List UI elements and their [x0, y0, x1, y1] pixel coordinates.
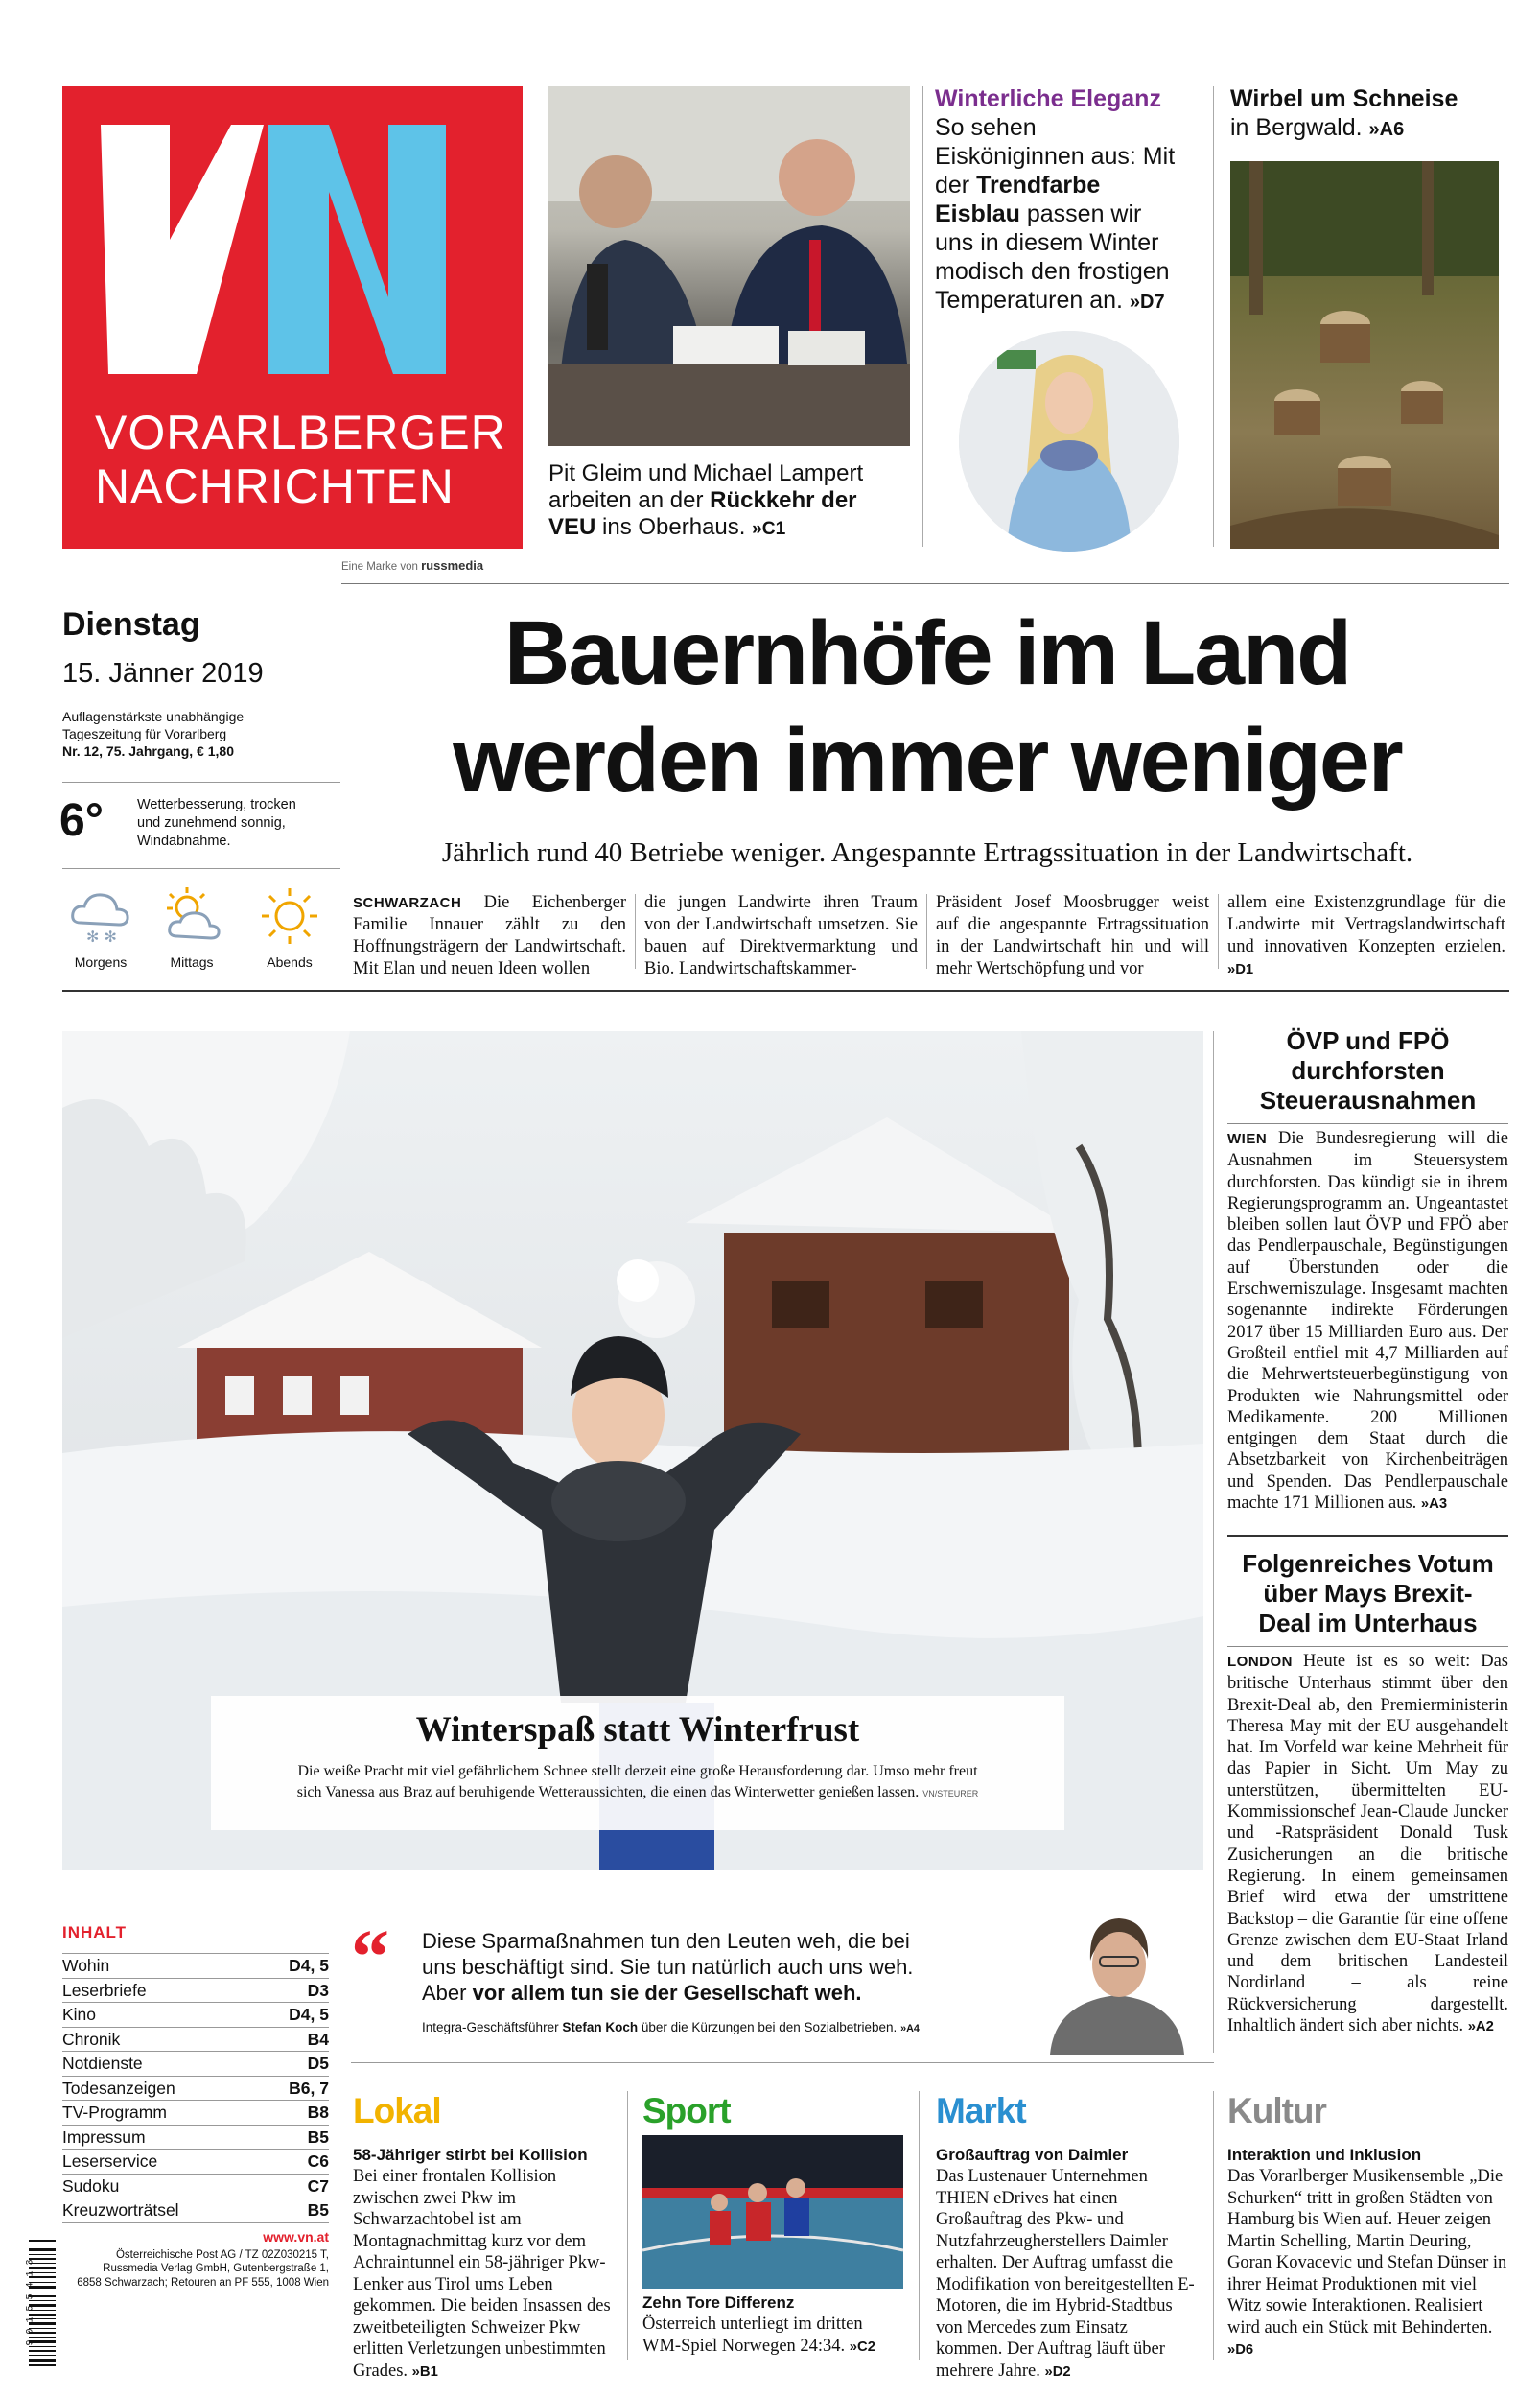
toc-page: C7 [307, 2175, 329, 2196]
rule [351, 2062, 1214, 2063]
sun-cloud-icon [158, 882, 225, 950]
ref-link[interactable]: »D1 [1227, 962, 1254, 977]
brand-prefix: Eine Marke von [341, 561, 418, 573]
side-story-1-text [1227, 1123, 1508, 1515]
toc-label: Kino [62, 2005, 97, 2024]
side-story-2-text [1227, 1646, 1508, 2037]
fashion-text-post: passen wir uns in diesem Winter modisch den frostigen Temperaturen an. [935, 200, 1170, 314]
table-of-contents [62, 1923, 329, 2223]
toc-label: Sudoku [62, 2175, 120, 2196]
portrait-photo [1040, 1901, 1194, 2055]
lead-headline[interactable] [345, 600, 1509, 814]
section-sport-label: Sport [642, 2091, 731, 2130]
side-story-1-dateline: WIEN [1227, 1131, 1268, 1147]
toc-page: D4, 5 [289, 2005, 329, 2024]
quote-block [422, 1928, 1036, 2006]
issue-number: Nr. 12, 75. Jahrgang, € 1,80 [62, 743, 234, 759]
weather-evening [251, 882, 328, 970]
toc-row[interactable] [62, 2198, 329, 2223]
side-story-1[interactable] [1227, 1026, 1508, 1515]
lead-column-3: Präsident Josef Moosbrugger weist auf die angespannte Ertragssituation in der Landwirtschaft hin und will mehr Wertschöpfung und vor [936, 893, 1209, 978]
divider [1213, 1031, 1214, 2053]
weather-label: Abends [267, 954, 313, 970]
tagline-1: Auflagenstärkste unabhängige [62, 709, 245, 724]
lead-column-4 [1227, 892, 1505, 981]
toc-label: Notdienste [62, 2054, 143, 2073]
toc-page: B4 [307, 2029, 329, 2049]
photo-caption-box [211, 1696, 1064, 1830]
section-lokal-label: Lokal [353, 2091, 441, 2130]
lead-column-4-text: allem eine Existenzgrundlage für die Landwirte mit Vertragslandwirtschaft und innovativen Konzepten erzielen. [1227, 893, 1505, 956]
barcode-number: 9 0 1 5 5 4 1 3 [25, 2259, 36, 2346]
toc-page: D3 [307, 1980, 329, 2000]
weather-forecast [137, 796, 296, 851]
vn-photo-caption [548, 460, 910, 543]
tagline-2: Tageszeitung für Vorarlberg [62, 726, 227, 741]
caption-post: ins Oberhaus. [595, 514, 746, 540]
lead-headline-line-2: werden immer weniger [453, 710, 1402, 811]
toc-row[interactable] [62, 2052, 329, 2077]
section-markt-body: Das Lustenauer Unternehmen THIEN eDrives hat einen Großauftrag des Pkw- und Nutzfahrzeugherstellers Daimler erhalten. Der Auftrag umfasst die Modifikation von bereitgestellten E-Motoren, die im Hybrid-Stadtbus von Mercedes zum Einsatz kommen. Der Auftrag läuft über mehrere Jahre. [936, 2167, 1195, 2381]
quote-attribution [422, 2020, 1036, 2034]
toc-page: B8 [307, 2103, 329, 2122]
issue-date: 15. Jänner 2019 [62, 658, 264, 689]
temperature: 6° [59, 795, 104, 846]
toc-label: Leserservice [62, 2151, 158, 2171]
quote-line-2: uns beschäftigt sind. Sie tun natürlich auch uns weh. [422, 1955, 914, 1979]
forecast-line-3: Windabnahme. [137, 834, 231, 849]
rule [341, 583, 1509, 584]
weather-label: Morgens [74, 954, 128, 970]
sun-icon [256, 882, 323, 950]
weather-label: Mittags [170, 954, 214, 970]
forest-text: in Bergwald. [1230, 114, 1363, 141]
fashion-text [935, 113, 1184, 317]
quote-line-3-bold: vor allem tun sie der Gesellschaft weh. [472, 1981, 862, 2005]
caption-pre: Pit Gleim und Michael Lampert arbeiten an der [548, 460, 864, 513]
forecast-line-1: Wetterbesserung, trocken [137, 797, 296, 812]
tagline [62, 708, 244, 760]
side-story-2[interactable] [1227, 1549, 1508, 2037]
ref-link[interactable]: »A3 [1420, 1496, 1448, 1513]
forest-clearing-photo [1230, 161, 1499, 549]
section-markt-text [936, 2166, 1197, 2383]
ref-link[interactable]: »B1 [411, 2363, 438, 2380]
caption-bold: Rückkehr der VEU [548, 487, 857, 540]
divider [1213, 86, 1214, 547]
lead-subhead: Jährlich rund 40 Betriebe weniger. Angespannte Ertragssituation in der Landwirtschaft. [441, 837, 1413, 868]
toc-row[interactable] [62, 2175, 329, 2199]
section-markt-title: Großauftrag von Daimler [936, 2146, 1129, 2164]
toc-row[interactable] [62, 2101, 329, 2126]
quote-marks-icon: “ [351, 1916, 389, 2000]
forecast-line-2: und zunehmend sonnig, [137, 815, 286, 831]
caption-line-1: Die weiße Pracht mit viel gefährlichem Schnee stellt derzeit eine große Herausforderung dar. Umso mehr freut [297, 1763, 978, 1779]
divider [1213, 2091, 1214, 2360]
handball-photo [642, 2135, 903, 2289]
fashion-text-pre: So sehen Eisköniginnen aus: Mit der [935, 114, 1176, 199]
lead-headline-line-1: Bauernhöfe im Land [503, 602, 1351, 704]
ref-link[interactable]: »A4 [900, 2023, 920, 2034]
side-story-2-dateline: LONDON [1227, 1654, 1293, 1670]
masthead-logo[interactable] [62, 86, 523, 549]
rule [62, 782, 340, 783]
section-kultur-label: Kultur [1227, 2091, 1326, 2130]
weather-morning [62, 882, 139, 970]
toc-label: Kreuzworträtsel [62, 2200, 179, 2220]
forest-title: Wirbel um Schneise [1230, 85, 1458, 112]
divider [1218, 894, 1219, 969]
toc-page: D4, 5 [289, 1956, 329, 1975]
side-story-1-title: ÖVP und FPÖ durchforsten Steuerausnahmen [1259, 1026, 1477, 1115]
divider [919, 2091, 920, 2360]
side-story-2-body: Heute ist es so weit: Das britische Unterhaus stimmt über den Brexit-Deal ab, den Premierministerin Theresa May mit der EU ausgehandelt hat. Im Vorfeld war keine Mehrheit für das Papier in Sicht. Um May zu unterstützen, übermittelten EU-Kommissionschef Jean-Claude Juncker und -Ratspräsident Donald Tusk Zusicherungen an die britische Regierung. In einem gemeinsamen Brief wird etwa der umstrittene Backstop – die Garantie für eine offene Grenze zwischen dem EU-Staat Irland und dem britischen Landesteil Nordirland – als reine Rückversicherung dargestellt. Inhaltlich ändert sich aber nichts. [1227, 1652, 1508, 2036]
ref-link[interactable]: »D7 [1129, 292, 1165, 313]
fashion-text-bold: Trendfarbe Eisblau [935, 172, 1101, 227]
section-kultur[interactable] [1227, 2091, 1508, 2362]
imprint-line-3: 6858 Schwarzach; Retouren an PF 555, 1008 Wien [77, 2276, 329, 2289]
caption-line-2 [211, 1782, 1064, 1804]
caption-line-2-text: sich Vanessa aus Braz auf beruhigende Wetteraussichten, die einen das Winterwetter genießen lassen. [296, 1784, 920, 1800]
weather-noon [153, 882, 230, 970]
lead-column-1 [353, 892, 626, 980]
section-lokal[interactable] [353, 2091, 612, 2383]
divider [926, 894, 927, 969]
toc-row[interactable] [62, 2003, 329, 2028]
toc-page: C6 [307, 2151, 329, 2171]
rule [1227, 1535, 1508, 1537]
imprint-line-1: Österreichische Post AG / TZ 02Z030215 T, [115, 2248, 329, 2261]
quote-line-1: Diese Sparmaßnahmen tun den Leuten weh, die bei [422, 1929, 910, 1953]
toc-row[interactable] [62, 2028, 329, 2053]
side-story-1-body: Die Bundesregierung will die Ausnahmen im Steuersystem durchforsten. Das kündigt sie in ihrem Regierungsprogramm an. Ungeantastet bleiben sollen laut ÖVP und FPÖ aber das Pendlerpauschale, Begünstigungen auf Überstunden oder die Erschwerniszulage. Insgesamt machten sogenannte indirekte Förderungen 2017 über 15 Milliarden Euro aus. Der Großteil entfiel mit 4,7 Milliarden auf die Mehrwertsteuerbegünstigung von Produkten wie Nahrungsmittel oder Medikamente. 200 Millionen entgingen dem Staat durch die Absetzbarkeit von Kirchenbeiträgen und Spenden. Das Pendlerpauschale machte 171 Millionen aus. [1227, 1129, 1508, 1514]
website-link[interactable]: www.vn.at [263, 2229, 329, 2245]
lead-column-1-text: Die Eichenberger Familie Innauer zählt zu den Hoffnungsträgern der Landwirtschaft. Mit Elan und neuen Ideen wollen [353, 893, 626, 978]
brand-name: russmedia [421, 558, 484, 573]
toc-row[interactable] [62, 1954, 329, 1979]
quote-line-3 [422, 1980, 1036, 2006]
toc-list [62, 1954, 329, 2223]
toc-row[interactable] [62, 1979, 329, 2004]
quote-line-3-pre: Aber [422, 1981, 473, 2005]
toc-row[interactable] [62, 2150, 329, 2175]
side-story-2-title: Folgenreiches Votum über Mays Brexit-Deal im Unterhaus [1242, 1549, 1494, 1637]
divider [922, 86, 923, 547]
ref-link[interactable]: »A6 [1368, 119, 1405, 140]
imprint-line-2: Russmedia Verlag GmbH, Gutenbergstraße 1, [103, 2263, 329, 2274]
toc-label: Impressum [62, 2127, 146, 2147]
section-sport-title: Zehn Tore Differenz [642, 2293, 795, 2312]
masthead-title-line2: NACHRICHTEN [95, 459, 455, 513]
svg-text:✻ ✻: ✻ ✻ [86, 928, 117, 946]
ref-link[interactable]: »D6 [1227, 2342, 1254, 2358]
attribution-post: über die Kürzungen bei den Sozialbetrieben. [638, 2020, 898, 2034]
toc-page: D5 [307, 2054, 329, 2073]
attribution-name: Stefan Koch [562, 2020, 639, 2034]
section-markt[interactable] [936, 2091, 1197, 2383]
section-markt-label: Markt [936, 2091, 1026, 2130]
section-kultur-body: Das Vorarlberger Musikensemble „Die Schurken“ tritt in großen Städten von Hamburg bis Wien auf. Heuer zeigen Martin Schelling, Martin Deuring, Goran Kovacevic und Stefan Dünser in ihrer Heimat Produktionen mit viel Witz sowie Interaktionen. Realisiert wird auch ein Stück mit Behinderten. [1227, 2167, 1507, 2338]
toc-page: B5 [307, 2200, 329, 2220]
rule [62, 990, 1509, 992]
photo-caption-title: Winterspaß statt Winterfrust [415, 1710, 860, 1750]
photo-caption-text [211, 1761, 1064, 1804]
divider [627, 2091, 628, 2360]
toc-page: B5 [307, 2127, 329, 2147]
snow-cloud-icon [67, 882, 134, 950]
ref-link[interactable]: »A2 [1467, 2019, 1494, 2035]
press-conference-photo[interactable] [548, 86, 910, 446]
masthead-title-line1: VORARLBERGER [95, 406, 506, 459]
section-sport-text [642, 2314, 903, 2358]
lead-dateline: SCHWARZACH [353, 895, 462, 911]
ref-link[interactable]: »C1 [752, 519, 786, 539]
section-kultur-text [1227, 2166, 1508, 2362]
rule [62, 868, 340, 869]
toc-row[interactable] [62, 2126, 329, 2151]
weekday: Dienstag [62, 606, 200, 643]
section-lokal-body: Bei einer frontalen Kollision zwischen zwei Pkw im Schwarzachtobel ist am Montagnachmittag kurz vor dem Achraintunnel ein 58-jähriger Pkw-Lenker aus Tirol ums Leben gekommen. Die beiden Insassen des zweitbeteiligten Schweizer Pkw erlitten Verletzungen unbestimmten Grades. [353, 2167, 611, 2381]
fashion-teaser[interactable] [935, 84, 1184, 317]
barcode [19, 2240, 56, 2369]
section-sport-body: Österreich unterliegt im dritten WM-Spiel Norwegen 24:34. [642, 2315, 863, 2356]
toc-label: Wohin [62, 1956, 110, 1975]
imprint [62, 2230, 329, 2290]
divider [635, 894, 636, 969]
section-lokal-text [353, 2166, 612, 2383]
toc-label: TV-Programm [62, 2103, 167, 2122]
ref-link[interactable]: »D2 [1044, 2363, 1071, 2380]
section-kultur-title: Interaktion und Inklusion [1227, 2146, 1422, 2164]
photo-credit: VN/STEURER [922, 1789, 979, 1798]
toc-label: Chronik [62, 2029, 121, 2049]
toc-label: Todesanzeigen [62, 2078, 175, 2098]
forest-teaser[interactable] [1230, 84, 1508, 144]
toc-heading: INHALT [62, 1923, 329, 1954]
ref-link[interactable]: »C2 [849, 2339, 875, 2355]
brand-line [341, 558, 483, 573]
section-sport[interactable] [642, 2091, 903, 2358]
attribution-pre: Integra-Geschäftsführer [422, 2020, 563, 2034]
toc-row[interactable] [62, 2077, 329, 2102]
fashion-model-photo [959, 331, 1179, 552]
toc-page: B6, 7 [289, 2078, 329, 2098]
toc-label: Leserbriefe [62, 1980, 147, 2000]
lead-column-2: die jungen Landwirte ihren Traum von der Landwirtschaft umsetzen. Sie bauen auf Direktvermarktung und Bio. Landwirtschaftskammer- [644, 893, 918, 978]
fashion-kicker: Winterliche Eleganz [935, 85, 1161, 112]
section-lokal-title: 58-Jähriger stirbt bei Kollision [353, 2146, 588, 2164]
